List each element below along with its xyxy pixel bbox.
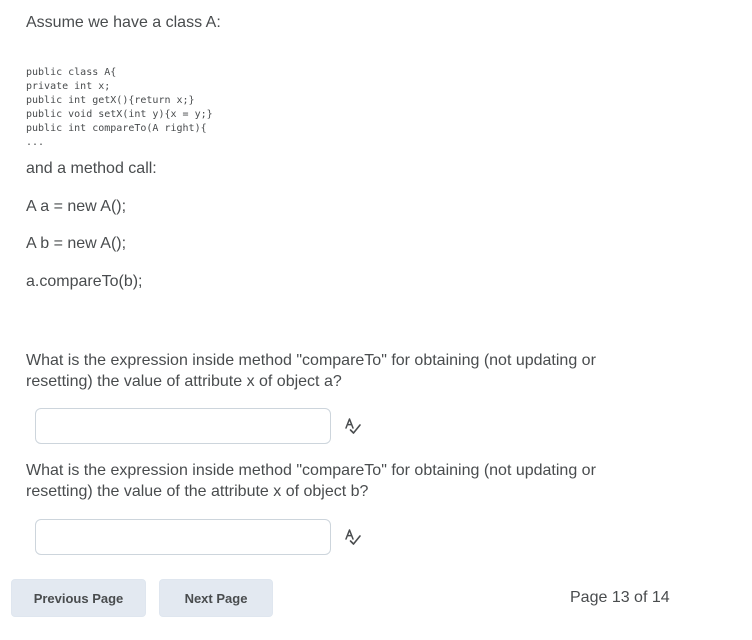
method-call-intro: and a method call:	[26, 160, 157, 177]
code-line: public int compareTo(A right){	[26, 123, 207, 134]
code-line: public void setX(int y){x = y;}	[26, 109, 213, 120]
question-prompt-1: What is the expression inside method "compareTo" for obtaining (not updating or resetting) the value of attribute x of object a?	[26, 352, 596, 390]
code-snippet	[26, 66, 213, 150]
answer-row-1	[35, 408, 375, 446]
statement-line: A a = new A();	[26, 198, 127, 215]
answer-input-2[interactable]	[35, 519, 331, 555]
code-line: private int x;	[26, 81, 111, 92]
spellcheck-icon[interactable]	[343, 527, 363, 547]
code-line: public class A{	[26, 67, 117, 78]
next-page-button[interactable]: Next Page	[159, 579, 273, 617]
page-counter: Page 13 of 14	[570, 589, 670, 606]
code-line: ...	[26, 137, 45, 148]
code-line: public int getX(){return x;}	[26, 95, 195, 106]
question-prompt-2: What is the expression inside method "compareTo" for obtaining (not updating or resetting) the value of the attribute x of object b?	[26, 462, 596, 500]
answer-row-2	[35, 519, 375, 557]
spellcheck-icon[interactable]	[343, 416, 363, 436]
question-intro: Assume we have a class A:	[26, 14, 221, 31]
previous-page-button[interactable]: Previous Page	[11, 579, 146, 617]
answer-input-1[interactable]	[35, 408, 331, 444]
statement-line: a.compareTo(b);	[26, 273, 143, 290]
statement-line: A b = new A();	[26, 235, 127, 252]
